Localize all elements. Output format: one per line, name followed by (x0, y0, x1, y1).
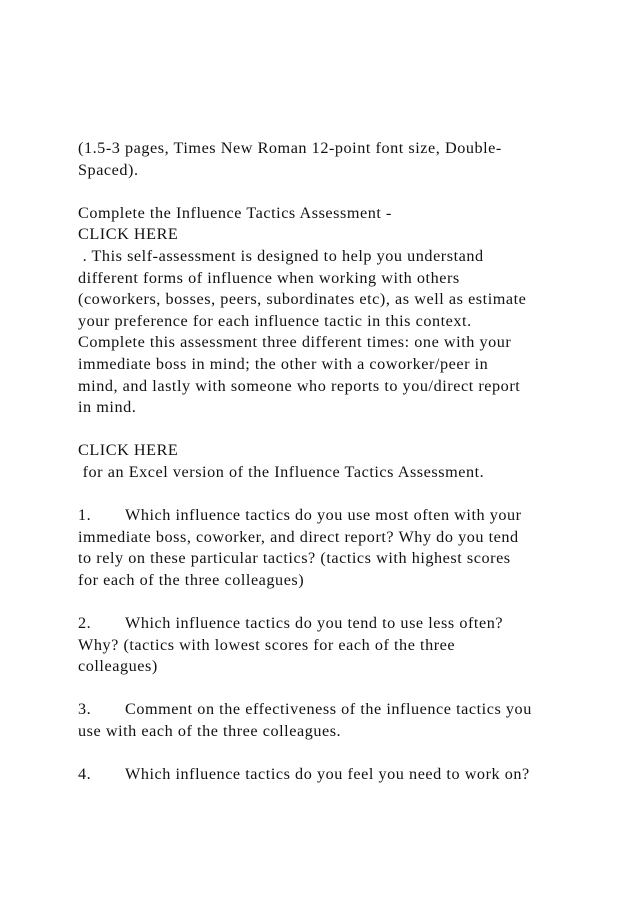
assessment-line: mind, and lastly with someone who reports to you/direct report (78, 376, 521, 395)
paragraph-gap (78, 743, 578, 765)
question-number: 4. (78, 765, 92, 784)
intro-line: Spaced). (78, 160, 139, 179)
document-body (78, 138, 578, 786)
question-text: Which influence tactics do you tend to use less often? (125, 614, 504, 633)
intro-line: (1.5-3 pages, Times New Roman 12-point font size, Double- (78, 139, 502, 157)
question-text: Which influence tactics do you feel you need to work on? (125, 765, 530, 784)
question-line: immediate boss, coworker, and direct report? Why do you tend (78, 527, 519, 546)
question-line: to rely on these particular tactics? (tactics with highest scores (78, 549, 511, 568)
question-line: colleagues) (78, 657, 158, 676)
assessment-line: in mind. (78, 398, 137, 417)
excel-click-here-link[interactable]: CLICK HERE (78, 441, 179, 460)
question-3 (78, 699, 578, 721)
question-line: Why? (tactics with lowest scores for each of the three (78, 635, 456, 654)
question-number: 2. (78, 614, 92, 633)
paragraph-gap (78, 591, 578, 613)
question-line: for each of the three colleagues) (78, 570, 305, 589)
question-number: 3. (78, 700, 92, 719)
assessment-line: Complete this assessment three different times: one with your (78, 333, 512, 352)
paragraph-gap (78, 484, 578, 506)
assessment-click-here-link[interactable]: CLICK HERE (78, 225, 179, 244)
question-1 (78, 505, 578, 527)
paragraph-gap (78, 181, 578, 203)
assessment-line: immediate boss in mind; the other with a coworker/peer in (78, 354, 489, 373)
assessment-heading: Complete the Influence Tactics Assessment - (78, 203, 392, 222)
assessment-line: . This self-assessment is designed to help you understand (78, 246, 484, 265)
question-text: Which influence tactics do you use most often with your (125, 506, 522, 525)
assessment-line: your preference for each influence tactic in this context. (78, 311, 472, 330)
assessment-line: different forms of influence when working with others (78, 268, 460, 287)
question-line: use with each of the three colleagues. (78, 722, 342, 741)
assessment-line: (coworkers, bosses, peers, subordinates etc), as well as estimate (78, 290, 527, 309)
question-text: Comment on the effectiveness of the influence tactics you (125, 700, 532, 719)
paragraph-gap (78, 419, 578, 441)
question-number: 1. (78, 506, 92, 525)
question-2 (78, 613, 578, 635)
excel-line: for an Excel version of the Influence Tactics Assessment. (78, 462, 485, 481)
paragraph-gap (78, 678, 578, 700)
question-4 (78, 764, 578, 786)
